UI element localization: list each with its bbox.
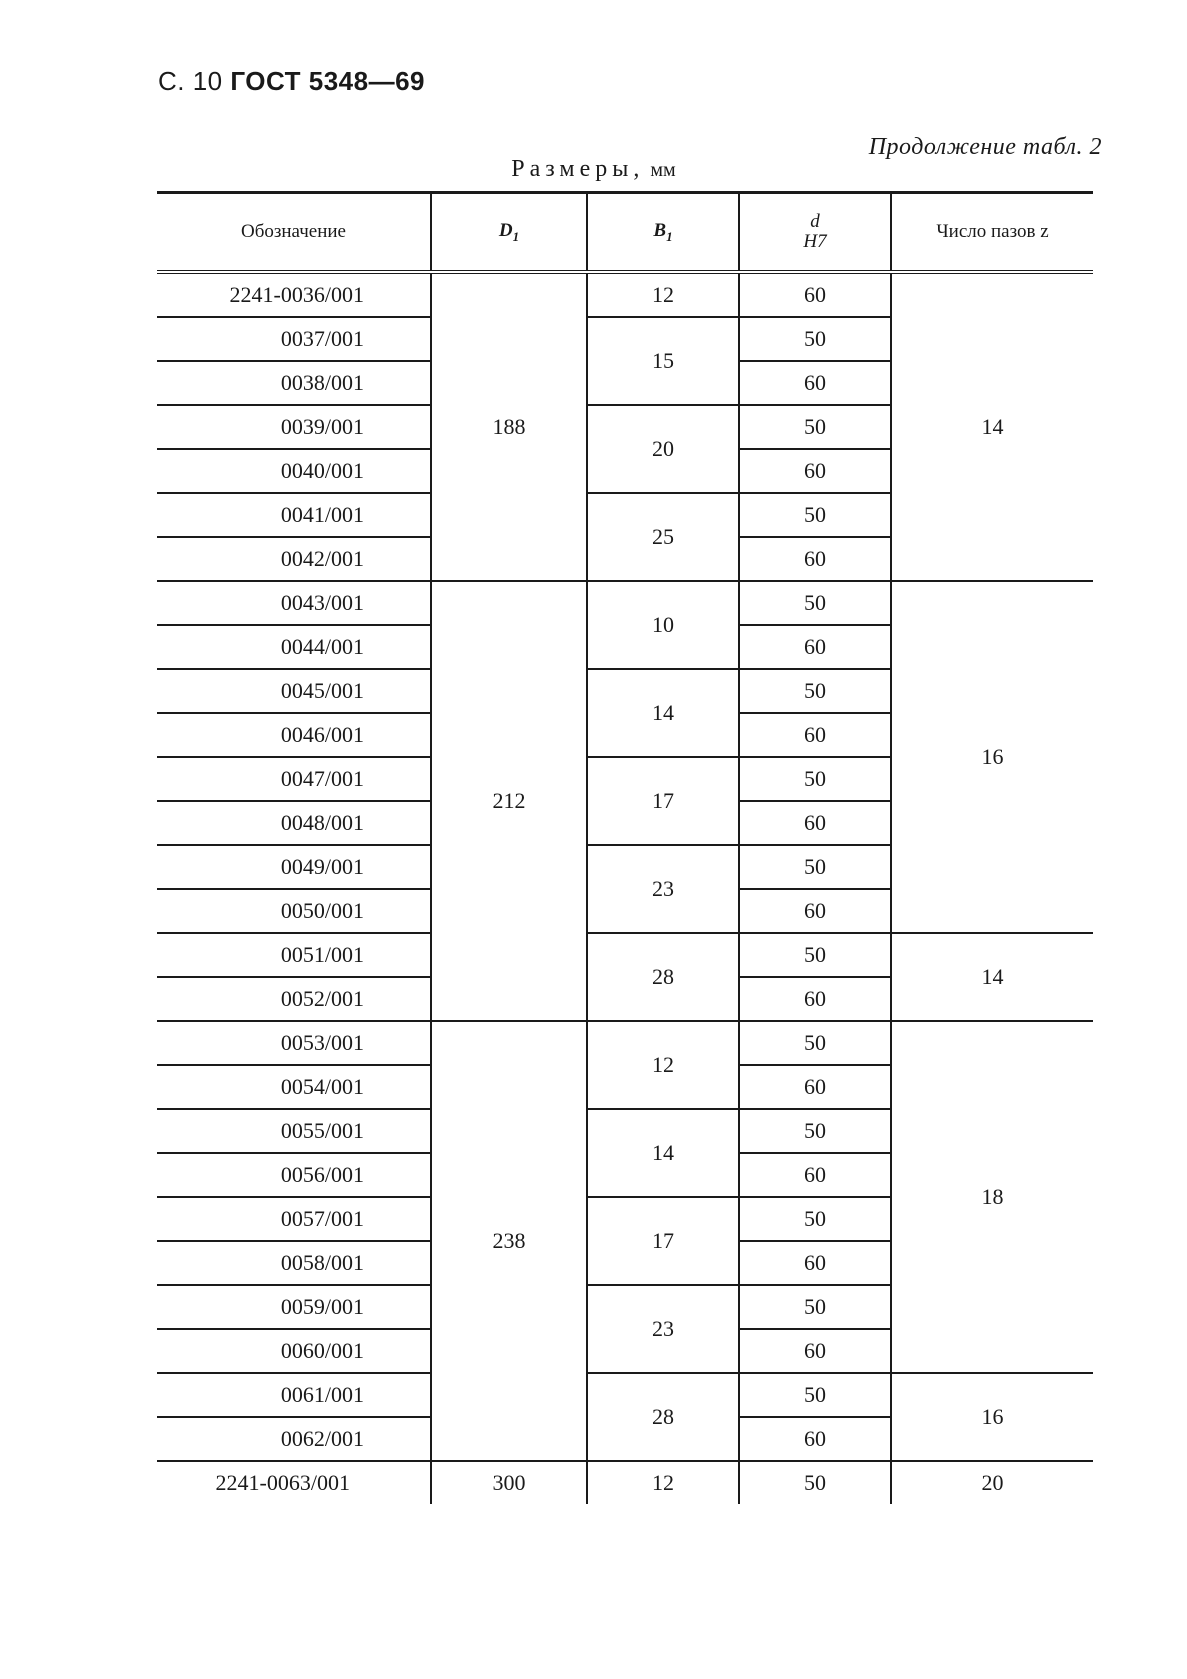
d-cell: 60 [739, 1153, 891, 1197]
designation-cell: 2241-0036/001 [157, 272, 431, 317]
header-d-h7: d H7 [739, 193, 891, 273]
b1-cell: 12 [587, 1021, 739, 1109]
b1-cell: 25 [587, 493, 739, 581]
d-cell: 60 [739, 537, 891, 581]
d-cell: 50 [739, 1285, 891, 1329]
d-cell: 50 [739, 1461, 891, 1504]
b1-cell: 17 [587, 1197, 739, 1285]
table-continuation-note: Продолжение табл. 2 [868, 134, 1102, 160]
d1-cell: 238 [431, 1021, 587, 1461]
d-cell: 60 [739, 977, 891, 1021]
table-row [157, 581, 1093, 625]
d-cell: 60 [739, 625, 891, 669]
d-cell: 60 [739, 1241, 891, 1285]
spec-table [157, 191, 1093, 1504]
b1-cell: 14 [587, 1109, 739, 1197]
d-cell: 50 [739, 405, 891, 449]
designation-cell: 0060/001 [157, 1329, 431, 1373]
d-cell: 60 [739, 1329, 891, 1373]
designation-cell: 0045/001 [157, 669, 431, 713]
designation-cell: 0037/001 [157, 317, 431, 361]
b1-cell: 28 [587, 1373, 739, 1461]
d-cell: 60 [739, 889, 891, 933]
header-designation: Обозначение [157, 193, 431, 273]
d-cell: 60 [739, 272, 891, 317]
designation-cell: 0061/001 [157, 1373, 431, 1417]
designation-cell: 0043/001 [157, 581, 431, 625]
slots-cell: 16 [891, 581, 1093, 933]
d-cell: 50 [739, 1021, 891, 1065]
d-cell: 50 [739, 581, 891, 625]
b1-cell: 20 [587, 405, 739, 493]
designation-cell: 0040/001 [157, 449, 431, 493]
designation-cell: 0056/001 [157, 1153, 431, 1197]
slots-cell: 20 [891, 1461, 1093, 1504]
b1-cell: 23 [587, 1285, 739, 1373]
standard-number: ГОСТ 5348—69 [230, 66, 426, 96]
d-cell: 60 [739, 361, 891, 405]
b1-cell: 12 [587, 1461, 739, 1504]
d-cell: 50 [739, 933, 891, 977]
designation-cell: 0039/001 [157, 405, 431, 449]
designation-cell: 0054/001 [157, 1065, 431, 1109]
table-row [157, 1021, 1093, 1065]
d-cell: 50 [739, 1197, 891, 1241]
designation-cell: 0041/001 [157, 493, 431, 537]
d-cell: 60 [739, 1417, 891, 1461]
table-row [157, 272, 1093, 317]
d-cell: 60 [739, 1065, 891, 1109]
designation-cell: 0053/001 [157, 1021, 431, 1065]
d-cell: 50 [739, 1373, 891, 1417]
designation-cell: 0055/001 [157, 1109, 431, 1153]
units-mm: мм [650, 159, 676, 181]
b1-cell: 10 [587, 581, 739, 669]
designation-cell: 0044/001 [157, 625, 431, 669]
designation-cell: 0059/001 [157, 1285, 431, 1329]
d-cell: 60 [739, 713, 891, 757]
designation-cell: 0049/001 [157, 845, 431, 889]
designation-cell: 0038/001 [157, 361, 431, 405]
b1-cell: 28 [587, 933, 739, 1021]
slots-cell: 14 [891, 933, 1093, 1021]
d-cell: 60 [739, 449, 891, 493]
header-d1: $D_1$ [431, 193, 587, 273]
units-label: Размеры, [511, 156, 645, 182]
designation-cell: 0046/001 [157, 713, 431, 757]
designation-cell: 0062/001 [157, 1417, 431, 1461]
designation-cell: 0048/001 [157, 801, 431, 845]
page-header [158, 66, 425, 97]
b1-cell: 14 [587, 669, 739, 757]
table-row [157, 933, 1093, 977]
b1-cell: 23 [587, 845, 739, 933]
designation-cell: 0052/001 [157, 977, 431, 1021]
table-header-row [157, 193, 1093, 273]
designation-cell: 0050/001 [157, 889, 431, 933]
designation-cell: 0058/001 [157, 1241, 431, 1285]
d-cell: 50 [739, 493, 891, 537]
designation-cell: 0057/001 [157, 1197, 431, 1241]
slots-cell: 14 [891, 272, 1093, 581]
slots-cell: 18 [891, 1021, 1093, 1373]
d-cell: 50 [739, 1109, 891, 1153]
table-row [157, 1461, 1093, 1504]
d-cell: 50 [739, 669, 891, 713]
header-slots: Число пазов z [891, 193, 1093, 273]
page-number: С. 10 [158, 66, 223, 96]
designation-cell: 0047/001 [157, 757, 431, 801]
d1-cell: 188 [431, 272, 587, 581]
table-row [157, 1373, 1093, 1417]
d-cell: 50 [739, 845, 891, 889]
units-caption [0, 156, 1187, 183]
designation-cell: 0042/001 [157, 537, 431, 581]
slots-cell: 16 [891, 1373, 1093, 1461]
b1-cell: 15 [587, 317, 739, 405]
designation-cell: 0051/001 [157, 933, 431, 977]
d1-cell: 300 [431, 1461, 587, 1504]
header-b1: $B_1$ [587, 193, 739, 273]
d1-cell: 212 [431, 581, 587, 1021]
designation-cell: 2241-0063/001 [215, 1470, 350, 1495]
d-cell: 50 [739, 757, 891, 801]
d-cell: 60 [739, 801, 891, 845]
b1-cell: 17 [587, 757, 739, 845]
b1-cell: 12 [587, 272, 739, 317]
d-cell: 50 [739, 317, 891, 361]
